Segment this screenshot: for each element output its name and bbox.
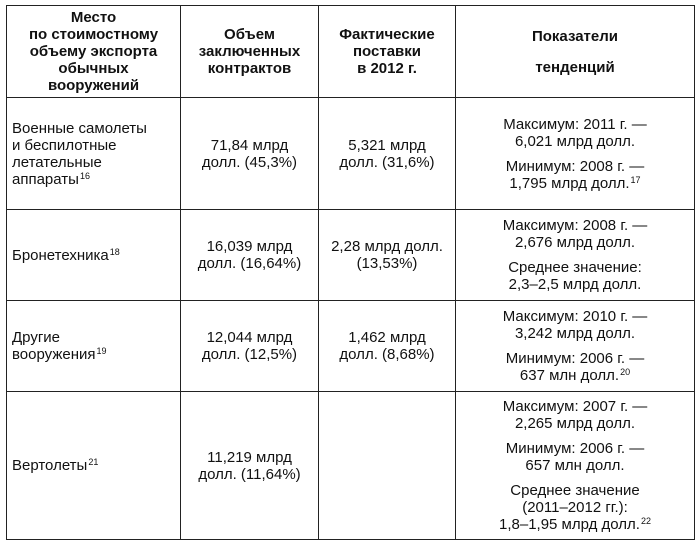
header-deliveries (319, 6, 456, 98)
header-place-line: объему экспорта (29, 43, 158, 60)
trends-cell (456, 210, 695, 301)
footnote-ref: 21 (88, 457, 99, 467)
footnote-ref: 16 (79, 170, 90, 181)
trends-cell (456, 392, 695, 540)
trend-line: Максимум: 2007 г. — (502, 398, 648, 415)
header-trends-line: Показатели (531, 27, 618, 45)
table-row (7, 98, 695, 210)
contracts-cell (181, 392, 319, 540)
deliveries-cell (319, 392, 456, 540)
deliveries-line: 2,28 млрд долл. (331, 238, 443, 255)
deliveries-line: 5,321 млрд (348, 136, 426, 154)
trend-line: 6,021 млрд долл. (514, 132, 636, 150)
header-row (7, 6, 695, 98)
trend-line: Среднее значение: (508, 259, 642, 276)
footnote-ref: 19 (96, 346, 107, 356)
trends-cell (456, 98, 695, 210)
category-line: Бронетехника$^{18}$ (12, 246, 120, 264)
category-line: и беспилотные (12, 136, 117, 154)
contracts-line: долл. (12,5%) (201, 346, 298, 363)
header-deliveries-line: поставки (352, 43, 421, 60)
trend-line: Минимум: 2006 г. — (505, 440, 645, 457)
contracts-line: 16,039 млрд (206, 238, 293, 255)
header-deliveries-line: Фактические (339, 26, 435, 43)
category-cell (7, 392, 181, 540)
trend-line: 2,676 млрд долл. (514, 234, 636, 251)
contracts-cell (181, 98, 319, 210)
deliveries-line: 1,462 млрд (348, 329, 426, 346)
category-line: Военные самолеты (12, 119, 147, 137)
category-line: аппараты$^{16}$ (12, 170, 90, 188)
contracts-cell (181, 210, 319, 301)
trends-cell (456, 301, 695, 392)
trend-line: Максимум: 2011 г. — (503, 115, 647, 133)
header-place (7, 6, 181, 98)
header-place-line: по стоимостному (28, 26, 159, 43)
contracts-line: 11,219 млрд (207, 448, 292, 466)
header-contracts (181, 6, 319, 98)
footnote-ref: 17 (630, 174, 641, 185)
header-place-line: обычных (58, 60, 129, 77)
contracts-line: долл. (16,64%) (197, 255, 302, 272)
header-place-line: вооружений (47, 77, 140, 94)
trend-line: (2011–2012 гг.): (522, 499, 628, 516)
header-place-line: Место (70, 9, 117, 26)
deliveries-line: (13,53%) (356, 255, 418, 272)
trend-line: 2,3–2,5 млрд долл. (508, 276, 642, 293)
table-row (7, 392, 695, 540)
category-cell (7, 210, 181, 301)
deliveries-line: долл. (31,6%) (339, 153, 435, 171)
footnote-ref: 20 (620, 367, 631, 377)
footnote-ref: 22 (640, 516, 651, 526)
trend-line: Минимум: 2006 г. — (505, 350, 645, 367)
header-contracts-line: контрактов (207, 60, 292, 77)
contracts-line: долл. (45,3%) (201, 153, 298, 171)
contracts-line: 12,044 млрд (206, 329, 293, 346)
trend-line: 657 млн долл. (525, 457, 625, 474)
header-trends (456, 6, 695, 98)
header-contracts-line: заключенных (198, 43, 301, 60)
deliveries-cell (319, 210, 456, 301)
trend-line: Максимум: 2008 г. — (502, 217, 648, 234)
table-row (7, 301, 695, 392)
category-line: вооружения$^{19}$ (12, 346, 107, 363)
deliveries-line: долл. (8,68%) (339, 346, 435, 363)
contracts-line: долл. (11,64%) (198, 465, 301, 483)
category-line: Вертолеты$^{21}$ (12, 457, 99, 474)
trend-line: 2,265 млрд долл. (514, 415, 636, 432)
header-trends-line: тенденций (535, 58, 615, 76)
contracts-cell (181, 301, 319, 392)
deliveries-cell (319, 301, 456, 392)
footnote-ref: 18 (109, 246, 120, 257)
category-cell (7, 301, 181, 392)
deliveries-cell (319, 98, 456, 210)
trend-line: 1,8–1,95 млрд долл.$^{22}$ (499, 516, 651, 533)
trend-line: 637 млн долл.$^{20}$ (519, 367, 631, 384)
category-line: летательные (12, 153, 102, 171)
trend-line: Среднее значение (510, 482, 640, 499)
header-deliveries-line: в 2012 г. (357, 60, 417, 77)
arms-export-table (6, 5, 695, 540)
trend-line: Минимум: 2008 г. — (505, 157, 645, 175)
header-contracts-line: Объем (224, 26, 275, 43)
trend-line: Максимум: 2010 г. — (502, 308, 648, 325)
category-line: Другие (12, 329, 61, 346)
trend-line: 1,795 млрд долл.$^{17}$ (509, 174, 641, 192)
table-row (7, 210, 695, 301)
category-cell (7, 98, 181, 210)
contracts-line: 71,84 млрд (210, 136, 289, 154)
trend-line: 3,242 млрд долл. (514, 325, 636, 342)
